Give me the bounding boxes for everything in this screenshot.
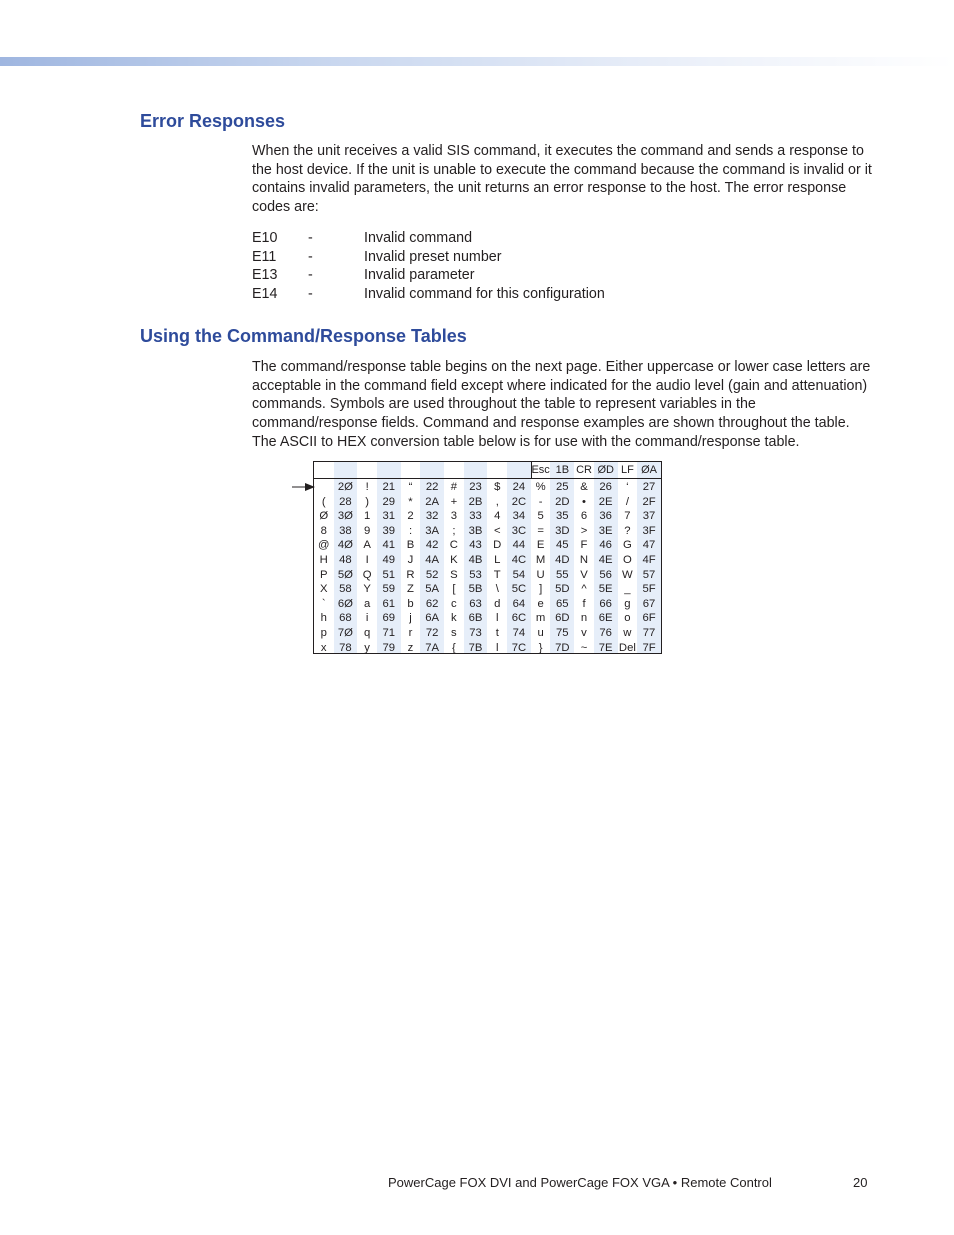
- ascii-hex-cell: 5C: [511, 583, 527, 596]
- ascii-hex-cell: 43: [469, 539, 482, 552]
- ascii-char-cell: h: [320, 612, 327, 625]
- ascii-hex-cell: 67: [642, 597, 656, 610]
- ascii-hex-cell: 65: [556, 597, 569, 610]
- ascii-hex-table: [313, 461, 662, 654]
- ascii-hex-cell: 3D: [555, 524, 570, 537]
- ascii-char-cell: M: [535, 554, 546, 566]
- ascii-char-cell: s: [451, 627, 457, 639]
- ascii-char-cell: >: [580, 524, 588, 537]
- ascii-hex-cell: 56: [599, 568, 612, 581]
- ascii-hex-cell: 62: [425, 597, 439, 610]
- ascii-char-cell: K: [450, 554, 458, 566]
- ascii-char-cell: <: [493, 524, 501, 537]
- ascii-hex-cell: 5Ø: [337, 568, 353, 581]
- ascii-hex-cell: 35: [556, 510, 569, 523]
- ascii-hex-cell: 47: [642, 539, 656, 552]
- ascii-char-cell: W: [622, 568, 633, 581]
- ascii-char-cell: “: [408, 481, 413, 493]
- ascii-hex-cell: 7E: [598, 641, 613, 654]
- command-tables-paragraph: The command/response table begins on the next page. Either uppercase or lower case letters are acceptable in the command field except where indicated for the audio level (gain and attenuation) commands. Symbols are used throughout the table to represent variables in the command/response fields. Command and response examples are shown throughout the table. The ASCII to HEX conversion table below is for use with the command/response table.: [252, 359, 871, 450]
- ascii-hex-cell: 58: [339, 583, 352, 596]
- ascii-char-cell: u: [537, 627, 544, 639]
- ascii-hex-cell: 44: [512, 539, 526, 552]
- ascii-hex-cell: 39: [382, 524, 396, 537]
- ascii-char-cell: $: [494, 481, 501, 493]
- ascii-char-cell: -: [538, 495, 543, 508]
- ascii-char-cell: =: [537, 524, 544, 537]
- error-code-dash: -: [308, 267, 313, 284]
- ascii-char-cell: :: [408, 524, 413, 537]
- ascii-char-cell: e: [537, 597, 544, 610]
- ascii-char-cell: J: [407, 554, 414, 566]
- ascii-hex-cell: 33: [469, 510, 482, 523]
- ascii-hex-cell: 68: [339, 612, 352, 625]
- ascii-hex-cell: 41: [382, 539, 396, 552]
- ascii-char-cell: 9: [363, 524, 371, 537]
- ascii-hex-cell: 34: [512, 510, 526, 523]
- ascii-char-cell: b: [407, 597, 414, 610]
- ascii-char-cell: I: [365, 554, 369, 566]
- ascii-hex-cell: 76: [599, 627, 612, 639]
- ascii-char-cell: q: [363, 627, 371, 639]
- ascii-char-cell: _: [624, 583, 631, 596]
- ascii-hex-cell: 4D: [555, 554, 570, 566]
- ascii-char-cell: 8: [320, 524, 327, 537]
- ascii-char-cell: 3: [450, 510, 458, 523]
- ascii-hex-cell: 4B: [468, 554, 483, 566]
- ascii-char-cell: C: [449, 539, 458, 552]
- ascii-char-cell: `: [321, 597, 326, 610]
- ascii-char-cell: a: [363, 597, 371, 610]
- ascii-hex-cell: 6Ø: [337, 597, 353, 610]
- ascii-hex-cell: 66: [599, 597, 612, 610]
- ascii-char-cell: {: [451, 641, 456, 654]
- error-code-description: Invalid command: [364, 230, 473, 246]
- ascii-hex-cell: 36: [599, 510, 612, 523]
- ascii-hex-cell: 73: [469, 627, 482, 639]
- ascii-hex-cell: 49: [382, 554, 396, 566]
- ascii-char-cell: Ø: [319, 510, 329, 523]
- ascii-hex-cell: 22: [425, 481, 439, 493]
- ascii-hex-cell: 6A: [425, 612, 440, 625]
- ascii-hex-cell: 74: [512, 627, 526, 639]
- ascii-hex-cell: 2A: [425, 495, 440, 508]
- error-code-row: [252, 285, 605, 304]
- ascii-hex-cell: 79: [382, 641, 396, 654]
- ascii-char-cell: O: [622, 554, 632, 566]
- ascii-hex-cell: 72: [425, 627, 439, 639]
- ascii-char-cell: }: [538, 641, 543, 654]
- ascii-char-cell: t: [495, 627, 499, 639]
- ascii-char-cell: #: [450, 481, 458, 493]
- ascii-char-cell: U: [536, 568, 545, 581]
- ascii-char-cell: L: [494, 554, 501, 566]
- ascii-hex-cell: 3A: [425, 524, 440, 537]
- error-code-row: [252, 248, 605, 267]
- ascii-char-cell: ~: [580, 641, 588, 654]
- ascii-hex-cell: 48: [339, 554, 352, 566]
- ascii-char-cell: 5: [537, 510, 544, 523]
- ascii-hex-cell: 7C: [511, 641, 527, 654]
- ascii-hex-cell: 24: [512, 481, 526, 493]
- ascii-hex-cell: 71: [382, 627, 396, 639]
- ascii-char-cell: Q: [362, 568, 372, 581]
- ascii-hex-cell: 3Ø: [337, 510, 353, 523]
- error-code-list: [252, 229, 605, 304]
- page-number: 20: [853, 1175, 868, 1190]
- ascii-hex-cell: 26: [599, 481, 612, 493]
- ascii-hex-cell: 2D: [555, 495, 570, 508]
- ascii-hex-cell: 75: [556, 627, 569, 639]
- ascii-char-cell: (: [321, 495, 326, 508]
- ascii-hex-cell: 53: [469, 568, 482, 581]
- ascii-hex-cell: 37: [642, 510, 656, 523]
- ascii-hex-cell: 63: [469, 597, 482, 610]
- ascii-char-cell: @: [318, 539, 330, 552]
- ascii-char-cell: i: [365, 612, 369, 625]
- ascii-hex-cell: 4Ø: [337, 539, 353, 552]
- ascii-header-cell: 1B: [555, 464, 570, 476]
- ascii-char-cell: &: [580, 481, 588, 493]
- ascii-char-cell: N: [579, 554, 589, 566]
- ascii-hex-cell: 5D: [555, 583, 570, 596]
- ascii-hex-cell: 69: [382, 612, 396, 625]
- ascii-char-cell: ,: [495, 495, 499, 508]
- ascii-char-cell: ?: [624, 524, 631, 537]
- ascii-char-cell: ^: [581, 583, 587, 596]
- ascii-char-cell: k: [451, 612, 457, 625]
- ascii-char-cell: l: [496, 612, 499, 625]
- ascii-char-cell: D: [493, 539, 502, 552]
- footer-title: PowerCage FOX DVI and PowerCage FOX VGA • Remote Control: [388, 1175, 772, 1190]
- ascii-hex-cell: 64: [512, 597, 526, 610]
- ascii-char-cell: m: [535, 612, 546, 625]
- ascii-hex-cell: 77: [642, 627, 656, 639]
- ascii-char-cell: H: [319, 554, 328, 566]
- ascii-hex-cell: 45: [556, 539, 569, 552]
- error-code-dash: -: [308, 248, 313, 265]
- error-responses-heading: Error Responses: [140, 111, 286, 131]
- ascii-hex-cell: 54: [512, 568, 526, 581]
- error-code-row: [252, 266, 605, 285]
- error-code-description: Invalid preset number: [364, 248, 502, 265]
- ascii-char-cell: ]: [539, 583, 543, 596]
- ascii-char-cell: S: [450, 568, 458, 581]
- ascii-char-cell: o: [624, 612, 631, 625]
- ascii-hex-cell: 32: [425, 510, 439, 523]
- ascii-char-cell: 6: [580, 510, 588, 523]
- ascii-hex-cell: 38: [339, 524, 352, 537]
- ascii-char-cell: Del: [618, 641, 636, 654]
- ascii-char-cell: \: [495, 583, 499, 596]
- header-accent-bar: [0, 57, 954, 66]
- ascii-hex-cell: 3E: [598, 524, 613, 537]
- ascii-hex-cell: 7Ø: [337, 627, 353, 639]
- ascii-hex-cell: 7B: [468, 641, 483, 654]
- ascii-hex-cell: 21: [382, 481, 396, 493]
- ascii-hex-cell: 6D: [555, 612, 570, 625]
- error-code-dash: -: [308, 230, 313, 246]
- ascii-char-cell: 7: [624, 510, 631, 523]
- ascii-hex-cell: 29: [382, 495, 396, 508]
- error-code-dash: -: [308, 286, 313, 303]
- ascii-char-cell: ‘: [626, 481, 629, 493]
- ascii-header-cell: Esc: [531, 464, 550, 476]
- ascii-hex-cell: 31: [382, 510, 396, 523]
- ascii-char-cell: z: [407, 641, 414, 654]
- error-code-row: [252, 229, 605, 248]
- ascii-char-cell: /: [625, 495, 629, 508]
- ascii-hex-cell: 5F: [642, 583, 656, 596]
- ascii-hex-cell: 2E: [598, 495, 613, 508]
- ascii-char-cell: F: [580, 539, 588, 552]
- ascii-char-cell: [: [452, 583, 456, 596]
- command-tables-heading: Using the Command/Response Tables: [140, 326, 467, 346]
- ascii-hex-cell: 25: [556, 481, 569, 493]
- ascii-char-cell: ): [365, 495, 370, 508]
- ascii-char-cell: *: [408, 495, 413, 508]
- ascii-char-cell: g: [624, 597, 631, 610]
- ascii-hex-cell: 4A: [425, 554, 440, 566]
- ascii-char-cell: 1: [363, 510, 371, 523]
- ascii-char-cell: Y: [363, 583, 371, 596]
- ascii-char-cell: v: [581, 627, 587, 639]
- ascii-char-cell: p: [320, 627, 327, 639]
- ascii-char-cell: Z: [407, 583, 414, 596]
- ascii-hex-cell: 61: [382, 597, 396, 610]
- ascii-hex-cell: 2Ø: [337, 481, 353, 493]
- ascii-hex-cell: 57: [642, 568, 656, 581]
- ascii-char-cell: d: [494, 597, 501, 610]
- ascii-char-cell: !: [365, 481, 369, 493]
- ascii-hex-cell: 3B: [468, 524, 483, 537]
- ascii-header-cell: CR: [576, 464, 592, 476]
- ascii-hex-cell: 78: [339, 641, 352, 654]
- ascii-hex-cell: 7A: [425, 641, 440, 654]
- ascii-hex-cell: 3F: [642, 524, 656, 537]
- ascii-char-cell: V: [580, 568, 588, 581]
- ascii-char-cell: j: [409, 612, 412, 625]
- ascii-char-cell: r: [408, 627, 413, 639]
- ascii-hex-cell: 2C: [511, 495, 527, 508]
- ascii-hex-cell: 23: [469, 481, 482, 493]
- ascii-hex-cell: 5A: [425, 583, 440, 596]
- error-code-description: Invalid parameter: [364, 267, 475, 284]
- ascii-hex-cell: 6E: [598, 612, 613, 625]
- ascii-hex-cell: 28: [339, 495, 352, 508]
- ascii-hex-cell: 6C: [511, 612, 527, 625]
- ascii-char-cell: y: [364, 641, 370, 654]
- error-code: E11: [252, 248, 277, 265]
- ascii-char-cell: ;: [452, 524, 456, 537]
- ascii-char-cell: %: [535, 481, 546, 493]
- ascii-hex-cell: 46: [599, 539, 612, 552]
- ascii-char-cell: f: [582, 597, 586, 610]
- ascii-hex-cell: 7D: [555, 641, 570, 654]
- ascii-char-cell: B: [406, 539, 415, 552]
- ascii-hex-cell: 55: [556, 568, 569, 581]
- ascii-hex-cell: 7F: [642, 641, 656, 654]
- ascii-char-cell: c: [451, 597, 457, 610]
- ascii-char-cell: X: [319, 583, 328, 596]
- ascii-hex-cell: 4E: [598, 554, 613, 566]
- ascii-char-cell: n: [580, 612, 588, 625]
- ascii-char-cell: R: [406, 568, 415, 581]
- ascii-hex-cell: 27: [642, 481, 656, 493]
- ascii-char-cell: x: [320, 641, 327, 654]
- ascii-hex-cell: 52: [425, 568, 439, 581]
- ascii-char-cell: E: [536, 539, 545, 552]
- ascii-hex-cell: 3C: [511, 524, 527, 537]
- ascii-hex-cell: 6F: [642, 612, 656, 625]
- ascii-char-cell: 2: [407, 510, 414, 523]
- ascii-hex-cell: 2F: [642, 495, 656, 508]
- ascii-header-separator: [531, 462, 532, 479]
- error-code: E10: [252, 230, 278, 246]
- error-responses-paragraph: When the unit receives a valid SIS command, it executes the command and sends a response to the host device. If the unit is unable to execute the command because the command is invalid or it contains invalid parameters, the unit returns an error response to the host. The error response codes are:: [252, 143, 872, 216]
- ascii-header-cell: ØD: [597, 464, 614, 476]
- ascii-char-cell: •: [582, 495, 586, 508]
- ascii-hex-cell: 4C: [511, 554, 527, 566]
- error-code: E14: [252, 286, 278, 303]
- ascii-hex-cell: 4F: [642, 554, 656, 566]
- ascii-hex-cell: 6B: [468, 612, 483, 625]
- error-code-description: Invalid command for this configuration: [364, 286, 605, 303]
- ascii-char-cell: l: [496, 641, 499, 654]
- ascii-hex-cell: 59: [382, 583, 396, 596]
- ascii-char-cell: G: [622, 539, 632, 552]
- ascii-char-cell: P: [319, 568, 328, 581]
- ascii-hex-cell: 42: [425, 539, 439, 552]
- ascii-char-cell: +: [450, 495, 458, 508]
- ascii-hex-cell: 2B: [468, 495, 483, 508]
- ascii-header-cell: ØA: [641, 464, 658, 476]
- ascii-hex-cell: 5E: [598, 583, 613, 596]
- ascii-header-cell: LF: [620, 464, 634, 476]
- ascii-char-cell: 4: [494, 510, 501, 523]
- error-code: E13: [252, 267, 278, 284]
- ascii-char-cell: w: [623, 627, 632, 639]
- ascii-hex-cell: 51: [382, 568, 396, 581]
- ascii-hex-cell: 5B: [468, 583, 483, 596]
- ascii-char-cell: T: [493, 568, 501, 581]
- ascii-char-cell: A: [363, 539, 371, 552]
